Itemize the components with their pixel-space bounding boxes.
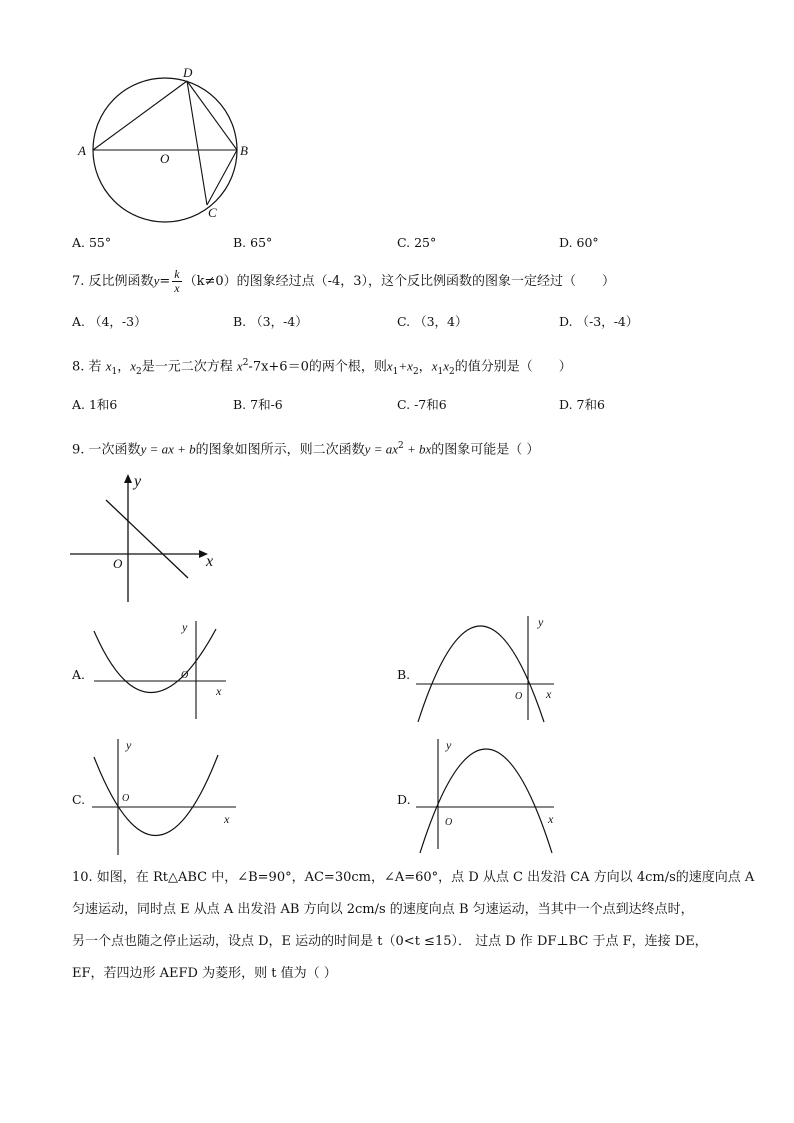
q7-frac-den: x <box>174 281 180 295</box>
q9-part2: 的图象如图所示，则二次函数 <box>195 442 365 458</box>
parabola <box>418 626 544 722</box>
origin-label: O <box>113 556 123 571</box>
segment-dc <box>187 81 207 205</box>
q9-part1: 一次函数 <box>88 442 141 458</box>
q10-line-4: EF，若四边形 AEFD 为菱形，则 t 值为（ ） <box>72 966 337 981</box>
parabola <box>94 629 216 693</box>
label-c: C <box>208 205 217 220</box>
y-label: y <box>182 620 188 634</box>
q7-lead: 反比例函数 <box>88 274 154 289</box>
parabola <box>420 749 552 853</box>
q8-x2: x <box>130 358 137 374</box>
q8-part3: 是一元二次方程 <box>141 359 233 375</box>
q8-number: 8. <box>72 359 85 375</box>
question-9 <box>72 437 539 459</box>
q9-linear: y = ax + b <box>140 441 196 457</box>
x-label: x <box>546 687 552 701</box>
question-7 <box>72 268 615 295</box>
q9-option-d-label[interactable]: D. <box>397 792 411 807</box>
q8-comma: ， <box>418 359 432 375</box>
q8-eqn-x: x <box>236 358 243 374</box>
q6-option-a[interactable]: A. 55° <box>72 235 112 250</box>
q9-linear-graph <box>66 470 226 610</box>
q9-option-b-label[interactable]: B. <box>397 667 411 682</box>
q7-option-d[interactable]: D. （-3，-4） <box>559 314 639 329</box>
y-axis-arrow <box>124 474 132 483</box>
origin-label: O <box>181 670 189 681</box>
q9-quad-a: y = ax <box>364 441 398 457</box>
x-label: x <box>548 812 554 826</box>
x-label: x <box>216 684 222 698</box>
q7-option-b[interactable]: B. （3，-4） <box>233 314 308 329</box>
q7-eq: = <box>159 274 171 289</box>
question-8 <box>72 354 572 381</box>
q8-prod-s2: 2 <box>448 366 455 377</box>
q8-x1-sub: 1 <box>111 366 118 377</box>
y-label: y <box>446 738 452 752</box>
q7-option-a[interactable]: A. （4，-3） <box>72 314 147 329</box>
q8-sum-x: x <box>386 358 393 374</box>
q9-option-a-label[interactable]: A. <box>72 667 86 682</box>
x-label: x <box>224 812 230 826</box>
q10-line-3: 另一个点也随之停止运动，设点 D，E 运动的时间是 t（0<t ≤15）． 过点 D 作 DF⊥BC 于点 F，连接 DE， <box>72 934 708 949</box>
q10-line-1: 10. 如图，在 Rt△ABC 中，∠B=90°，AC=30cm，∠A=60°，点 D 从点 C 出发沿 CA 方向以 4cm/s的速度向点 A <box>72 870 755 885</box>
q8-prod-x: x <box>431 358 438 374</box>
label-a: A <box>78 143 86 158</box>
q9-part3: 的图象可能是（ ） <box>431 442 540 458</box>
label-o: O <box>160 151 170 166</box>
q7-condition: （k≠0） <box>183 274 237 289</box>
q6-option-c[interactable]: C. 25° <box>397 235 437 250</box>
q9-quad-sup: 2 <box>397 441 404 451</box>
q8-option-a[interactable]: A. 1和6 <box>72 397 118 412</box>
q8-option-d[interactable]: D. 7和6 <box>559 397 605 412</box>
q8-prod-x2: x <box>443 358 449 374</box>
q9-option-c-label[interactable]: C. <box>72 792 86 807</box>
q8-sum-plus: +x <box>398 358 413 374</box>
q8-eqn-rest: -7x+6＝0 <box>248 359 309 375</box>
q7-option-c[interactable]: C. （3，4） <box>397 314 468 329</box>
q8-sum-s2: 2 <box>412 366 419 377</box>
segment-ad <box>93 81 187 150</box>
q7-rest: 的图象经过点（-4，3），这个反比例函数的图象一定经过（ ） <box>236 274 616 289</box>
q9-option-d-graph[interactable] <box>412 735 562 855</box>
q8-part2: ， <box>117 359 131 375</box>
label-b: B <box>240 143 248 158</box>
segment-bc <box>207 150 237 205</box>
q9-option-b-graph[interactable] <box>412 610 562 725</box>
circle-figure <box>70 60 270 230</box>
q8-option-c[interactable]: C. -7和6 <box>397 397 447 412</box>
q8-x1: x <box>105 358 112 374</box>
label-d: D <box>183 65 193 80</box>
q8-prod-s1: 1 <box>437 366 444 377</box>
q8-part4: 的两个根，则 <box>308 359 387 375</box>
q7-frac-num: k <box>174 267 180 281</box>
q8-sum-s1: 1 <box>392 366 399 377</box>
q9-number: 9. <box>72 442 85 458</box>
x-label: x <box>206 553 214 570</box>
q7-func-y: y <box>153 273 160 288</box>
q8-part1: 若 <box>88 359 102 375</box>
q8-part5: 的值分别是（ ） <box>454 359 572 375</box>
q6-option-b[interactable]: B. 65° <box>233 235 273 250</box>
q6-option-d[interactable]: D. 60° <box>559 235 599 250</box>
origin-label: O <box>122 793 130 804</box>
q8-x2-sub: 2 <box>136 366 142 377</box>
y-label: y <box>538 615 544 629</box>
q8-eqn-sup: 2 <box>242 358 249 368</box>
origin-label: O <box>515 691 523 702</box>
q7-number: 7. <box>72 274 85 289</box>
y-label: y <box>126 738 132 752</box>
q9-option-a-graph[interactable] <box>88 615 238 725</box>
segment-db <box>187 81 237 150</box>
q8-option-b[interactable]: B. 7和-6 <box>233 397 283 412</box>
y-label: y <box>134 473 142 490</box>
q9-option-c-graph[interactable] <box>88 735 238 860</box>
q10-line-2: 匀速运动，同时点 E 从点 A 出发沿 AB 方向以 2cm/s 的速度向点 B 匀速运动，当其中一个点到达终点时， <box>72 902 694 917</box>
parabola <box>94 755 218 836</box>
q7-fraction <box>172 268 181 295</box>
origin-label: O <box>445 817 453 828</box>
q9-quad-b: + bx <box>403 441 432 457</box>
